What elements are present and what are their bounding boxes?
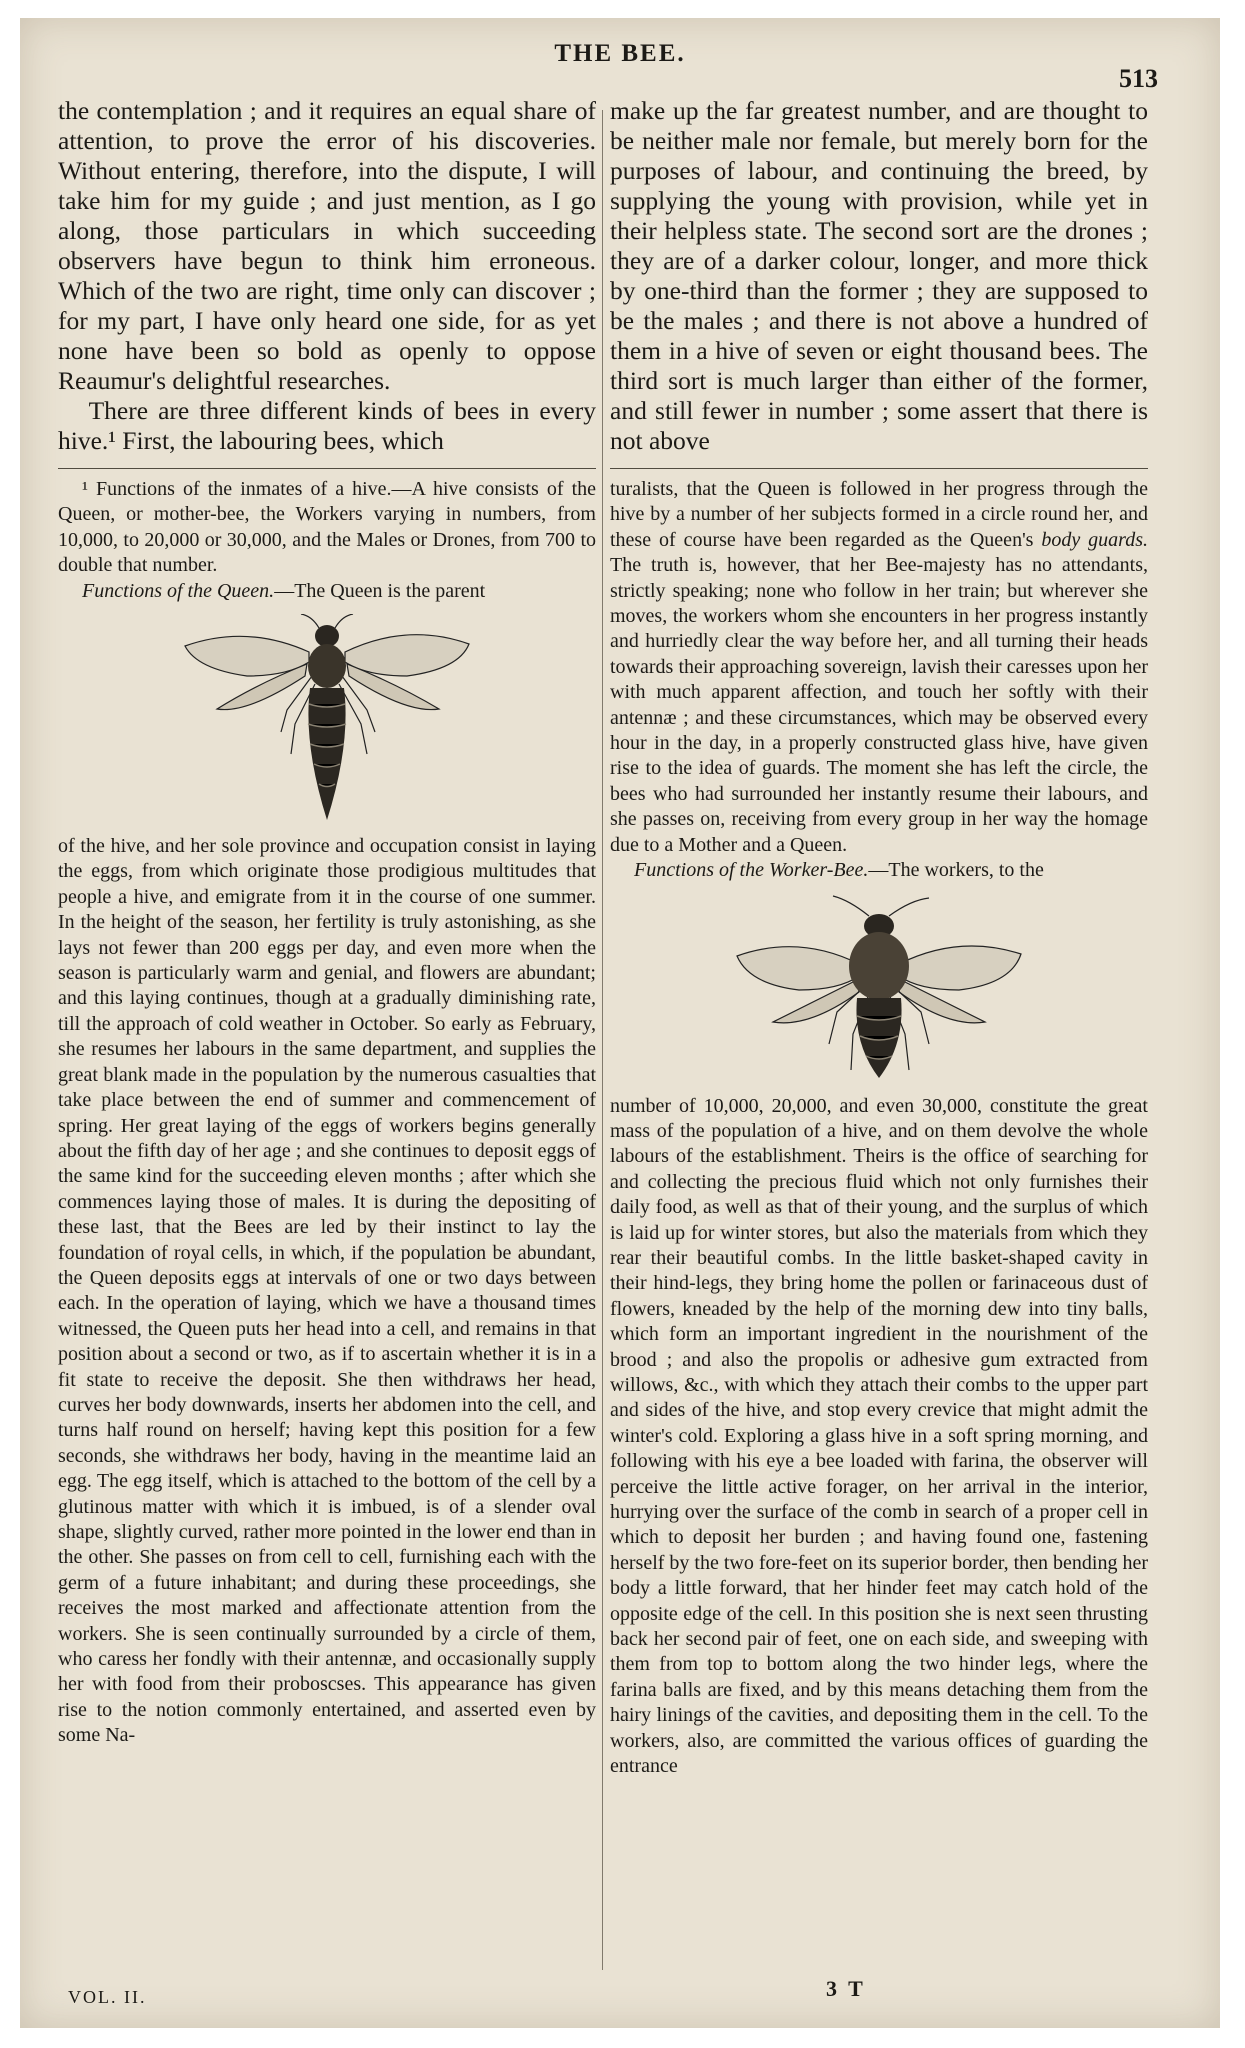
body-paragraph: There are three different kinds of bees in every hive.¹ First, the labouring bees, which — [58, 396, 596, 455]
right-body-text — [610, 96, 1148, 456]
left-footnote — [58, 477, 596, 1749]
body-guards-italic: body guards. — [1041, 528, 1148, 551]
worker-section-heading: Functions of the Worker-Bee. — [634, 859, 869, 882]
column-divider — [602, 110, 603, 1970]
footnote-queen-continued: of the hive, and her sole province and occupation consist in laying the eggs, from which originate those prodigious multitudes that people a hive, and emigrate from it in the course of one summer. In the height of the season, her fertility is truly astonishing, as she lays not fewer than 200 eggs per day, and even more when the season is particularly warm and genial, and flowers are abundant; and this laying continues, though at a gradually diminishing rate, till the approach of cold weather in October. So early as February, she resumes her labours in the same department, and supplies the great blank made in the population by the numerous casualties that take place between the end of summer and commencement of spring. Her great laying of the eggs of workers begins generally about the fifth day of her age ; and she continues to deposit eggs of the same kind for the succeeding eleven months ; after which she commences laying those of males. It is during the depositing of these last, that the Bees are led by their instinct to lay the foundation of royal cells, in which, if the population be abundant, the Queen deposits eggs at intervals of one or two days between each. In the operation of laying, which we have a thousand times witnessed, the Queen puts her head into a cell, and remains in that position about a second or two, as if to ascertain whether it is in a fit state to receive the deposit. She then withdraws her head, curves her body downwards, inserts her abdomen into the cell, and turns half round on herself; having kept this position for a few seconds, she withdraws her body, having in the meantime laid an egg. The egg itself, which is attached to the bottom of the cell by a glutinous matter with which it is imbued, is of a slender oval shape, slightly curved, rather more pointed in the lower end than in the other. She passes on from cell to cell, furnishing each with the germ of a future inhabitant; and during these proceedings, she receives the most marked and affectionate attention from the workers. She is seen continually surrounded by a circle of them, who caress her fondly with their antennæ, and occasionally supply her with food from their proboscses. This appearance has given rise to the notion commonly entertained, and asserted even by some Na- — [58, 835, 596, 1747]
footnote-worker-intro — [610, 858, 1148, 883]
footnote-rule — [610, 468, 1148, 469]
footnote-worker-continued: number of 10,000, 20,000, and even 30,000, constitute the great mass of the population of a hive, and on them devolve the whole labours of the establishment. Theirs is the office of searching for and collecting the precious fluid which not only furnishes their daily food, as well as that of their young, and the surplus of which is laid up for winter stores, but also the materials from which they rear their beautiful combs. In the little basket-shaped cavity in their hind-legs, they bring home the pollen or farinaceous dust of flowers, kneaded by the help of the morning dew into tiny balls, which form an important ingredient in the nourishment of the brood ; and also the propolis or adhesive gum extracted from willows, &c., with which they attach their combs to the upper part and sides of the hive, and stop every crevice that might admit the winter's cold. Exploring a glass hive in a soft spring morning, and following with his eye a bee loaded with farina, the observer will perceive the little active forager, on her arrival in the interior, hurrying over the surface of the comb in search of a proper cell in which to deposit her burden ; and having found one, fastening herself by the two fore-feet on its superior border, then bending her body a little forward, that her hinder feet may catch hold of the opposite edge of the cell. In this position she is next seen thrusting back her second pair of feet, one on each side, and sweeping with them from top to bottom along the two hinder legs, where the farina balls are fixed, and by this means detaching them from the hairy linings of the cavities, and depositing them in the cell. To the workers, also, are committed the various offices of guarding the entrance — [610, 1094, 1148, 1778]
running-head: THE BEE. — [554, 40, 686, 67]
volume-mark: VOL. II. — [68, 1987, 147, 2007]
worker-bee-engraving — [729, 894, 1029, 1084]
body-paragraph: the contemplation ; and it requires an equal share of attention, to prove the error of his discoveries. Without entering, therefore, into the dispute, I will take him for my guide ; and just mention, as I go along, those particulars in which succeeding observers have begun to think him erroneous. Which of the two are right, time only can discover ; for my part, I have only heard one side, for as yet none have been so bold as openly to oppose Reaumur's delightful researches. — [58, 96, 596, 395]
left-body-text — [58, 96, 596, 456]
right-footnote — [610, 477, 1148, 1779]
footnote-intro: ¹ Functions of the inmates of a hive.—A hive consists of the Queen, or mother-bee, the Workers varying in numbers, from 10,000, to 20,000 or 30,000, and the Males or Drones, from 700 to double that number. — [58, 478, 596, 577]
footnote-queen-intro — [58, 579, 596, 604]
worker-section-lead: —The workers, to the — [868, 859, 1044, 882]
footnote-continued — [610, 477, 1148, 858]
queen-section-heading: Functions of the Queen. — [82, 579, 275, 602]
footnote-text: turalists, that the Queen is followed in her progress through the hive by a number of her subjects formed in a circle round her, and these of course have been regarded as the Queen's — [610, 478, 1148, 551]
body-paragraph: make up the far greatest number, and are thought to be neither male nor female, but merely born for the purposes of labour, and continuing the breed, by supplying the young with provision, while yet in their helpless state. The second sort are the drones ; they are of a darker colour, longer, and more thick by one-third than the former ; they are supposed to be the males ; and there is not above a hundred of them in a hive of seven or eight thousand bees. The third sort is much larger than either of the former, and still fewer in number ; some assert that there is not above — [610, 96, 1148, 455]
right-column — [610, 96, 1148, 1991]
signature-mark: 3 T — [826, 1976, 866, 2001]
footnote-rule — [58, 468, 596, 469]
footnote-text: The truth is, however, that her Bee-majesty has no attendants, strictly speaking; none who follow in her train; but wherever she moves, the workers whom she encounters in her progress instantly and hurriedly clear the way before her, and all turning their heads towards their approaching sovereign, lavish their caresses upon her with much apparent affection, and touch her softly with their antennæ ; and these circumstances, which may be observed every hour in the day, in a properly constructed glass hive, have given rise to the idea of guards. The moment she has left the circle, the bees who had surrounded her instantly resume their labours, and she passes on, receiving from every group in her way the homage due to a Mother and a Queen. — [610, 554, 1148, 856]
left-column — [58, 96, 596, 1991]
queen-section-lead: —The Queen is the parent — [274, 579, 486, 602]
page-number: 513 — [1119, 64, 1158, 93]
queen-bee-engraving — [177, 614, 477, 824]
book-page — [20, 18, 1220, 2028]
